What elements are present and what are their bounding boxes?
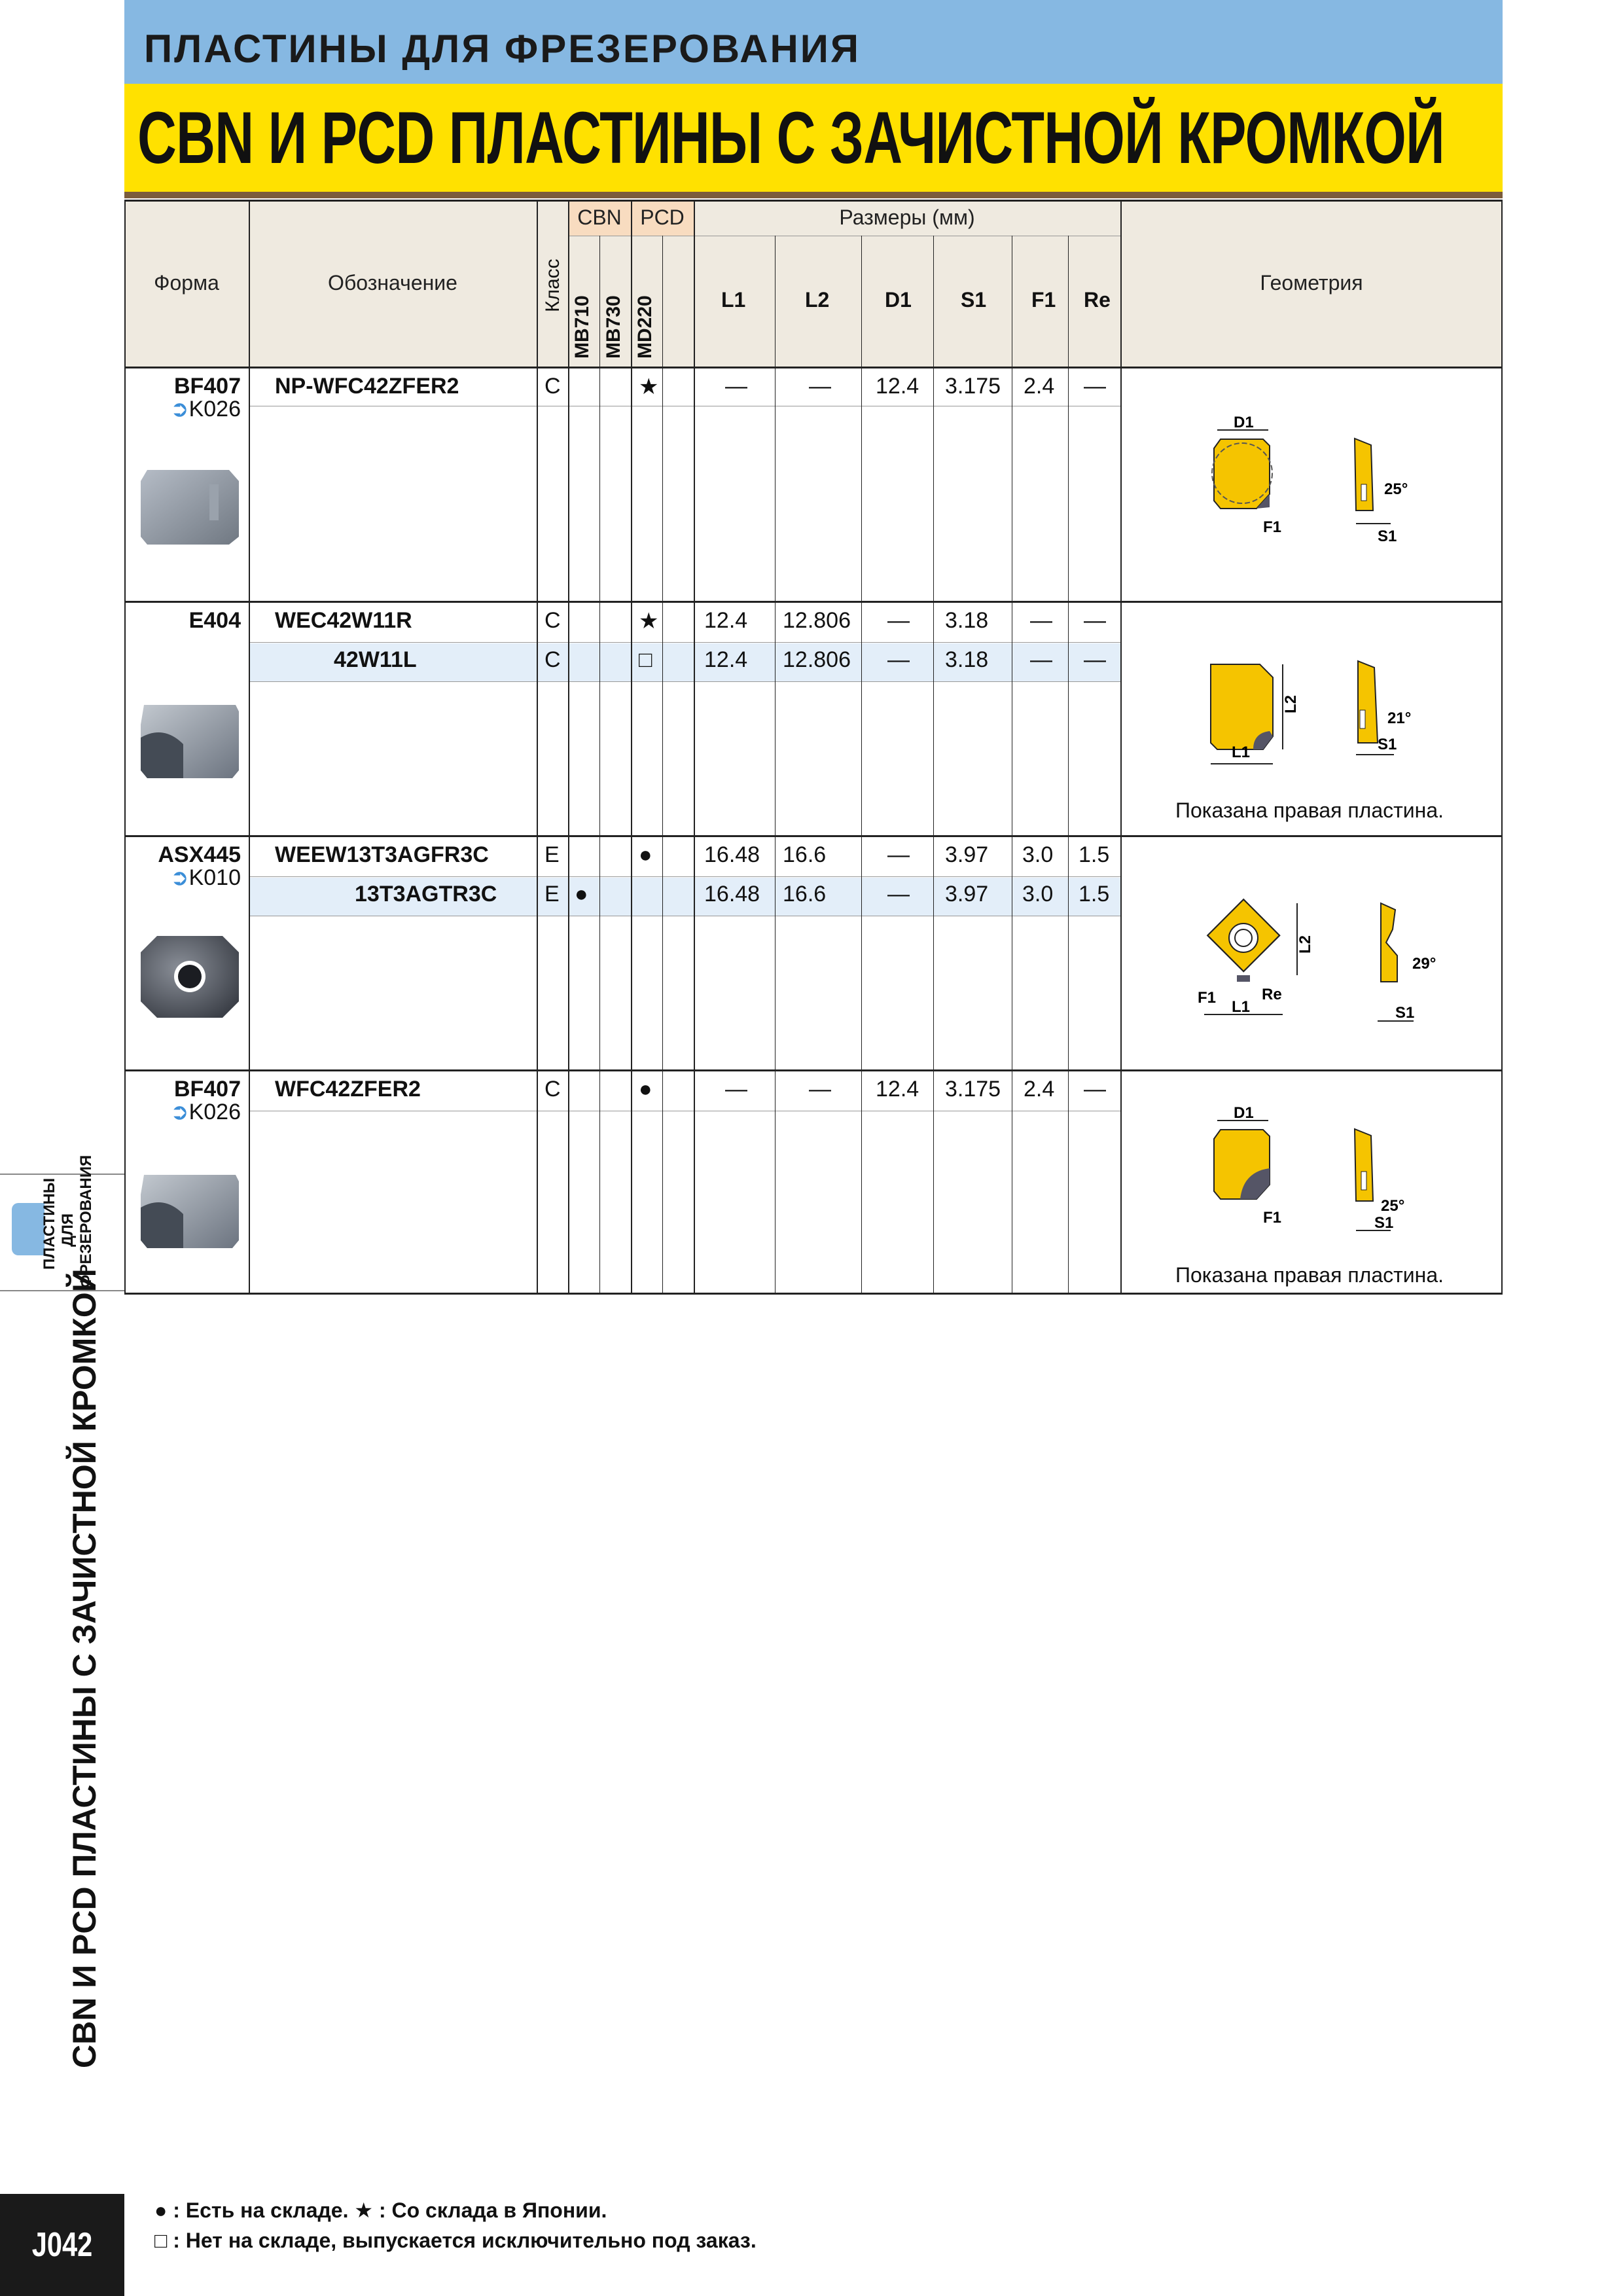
shape-ref[interactable]: ➲K026 — [170, 397, 241, 422]
d1-value: — — [887, 647, 910, 672]
svg-text:29°: 29° — [1412, 955, 1436, 973]
svg-text:L2: L2 — [1296, 935, 1314, 954]
mb710-label: MB710 — [571, 295, 593, 359]
md220-mark: □ — [639, 647, 652, 672]
f1-value: 2.4 — [1024, 374, 1055, 399]
md220-mark: ● — [639, 1077, 652, 1102]
shape-code: ASX445 — [158, 842, 241, 867]
side-tab-marker — [12, 1203, 45, 1255]
legend-line-2: □ : Нет на складе, выпускается исключительно под заказ. — [154, 2229, 757, 2252]
klass: C — [544, 647, 561, 672]
insert-photo-bf407 — [137, 1168, 245, 1253]
shape-code: E404 — [188, 608, 241, 633]
klass-label: Класс — [542, 259, 563, 312]
l1-value: — — [725, 374, 747, 399]
shape-code: BF407 — [173, 1077, 241, 1102]
title-band — [124, 84, 1503, 192]
insert-table — [124, 200, 1503, 1295]
klass: C — [544, 374, 561, 399]
d1-value: 12.4 — [876, 374, 919, 399]
l1-value: 16.48 — [704, 882, 760, 906]
klass: C — [544, 1077, 561, 1102]
md220-mark: ● — [639, 842, 652, 867]
l2-value: 12.806 — [783, 647, 851, 672]
page-number: J042 — [31, 2226, 93, 2264]
insert-photo-e404 — [137, 698, 245, 783]
klass: E — [544, 882, 560, 906]
l1-value: 16.48 — [704, 842, 760, 867]
mb710-mark: ● — [575, 882, 588, 906]
shape-ref[interactable]: ➲K026 — [170, 1100, 241, 1124]
designation: WEC42W11R — [275, 608, 412, 633]
re-label: Re — [1084, 288, 1111, 312]
section-title: ПЛАСТИНЫ ДЛЯ ФРЕЗЕРОВАНИЯ — [144, 27, 861, 71]
re-value: — — [1084, 608, 1106, 633]
md220-mark: ★ — [639, 609, 659, 634]
side-tab-label-3: ФРЕЗЕРОВАНИЯ — [77, 1155, 95, 1288]
geometry-diagram-bf407 — [1185, 416, 1433, 566]
svg-text:25°: 25° — [1384, 480, 1408, 498]
col-header-razmery: Размеры (мм) — [694, 200, 1120, 236]
svg-text:D1: D1 — [1234, 416, 1254, 431]
col-header-geometry: Геометрия — [1120, 200, 1503, 367]
s1-value: 3.175 — [945, 1077, 1001, 1102]
re-value: — — [1084, 374, 1106, 399]
legend-line-1: ● : Есть на складе. ★ : Со склада в Японии. — [154, 2198, 607, 2222]
col-header-forma: Форма — [124, 200, 249, 367]
svg-text:21°: 21° — [1387, 709, 1412, 727]
geometry-diagram-bf407-2 — [1185, 1106, 1433, 1250]
side-vertical-title: CBN И PCD ПЛАСТИНЫ С ЗАЧИСТНОЙ КРОМКОЙ — [66, 1268, 103, 2068]
svg-text:F1: F1 — [1198, 989, 1217, 1007]
side-tab-label-2: ДЛЯ — [59, 1213, 77, 1247]
svg-text:Re: Re — [1262, 986, 1282, 1003]
svg-text:25°: 25° — [1381, 1197, 1405, 1215]
designation: WFC42ZFER2 — [275, 1077, 421, 1102]
l1-value: — — [725, 1077, 747, 1102]
f1-value: — — [1030, 647, 1052, 672]
svg-text:L2: L2 — [1282, 694, 1300, 713]
designation: WEEW13T3AGFR3C — [275, 842, 489, 867]
klass: E — [544, 842, 560, 867]
mb730-label: MB730 — [603, 295, 624, 359]
geometry-diagram-asx445 — [1185, 884, 1446, 1054]
s1-value: 3.18 — [945, 647, 989, 672]
shape-ref[interactable]: ➲K010 — [170, 865, 241, 890]
l1-label: L1 — [721, 288, 746, 312]
geometry-diagram-e404 — [1185, 645, 1446, 815]
side-tab-label-1: ПЛАСТИНЫ — [41, 1177, 58, 1270]
l2-value: 16.6 — [783, 882, 827, 906]
shape-code: BF407 — [173, 374, 241, 399]
svg-text:F1: F1 — [1263, 1209, 1282, 1227]
l2-value: — — [809, 1077, 831, 1102]
f1-value: — — [1030, 608, 1052, 633]
insert-photo-bf407 — [137, 465, 245, 550]
insert-photo-asx445 — [137, 933, 245, 1024]
f1-value: 3.0 — [1022, 842, 1054, 867]
s1-value: 3.18 — [945, 608, 989, 633]
svg-text:S1: S1 — [1378, 736, 1397, 753]
s1-value: 3.175 — [945, 374, 1001, 399]
designation: NP-WFC42ZFER2 — [275, 374, 459, 399]
f1-value: 2.4 — [1024, 1077, 1055, 1102]
page-title: CBN И PCD ПЛАСТИНЫ С ЗАЧИСТНОЙ КРОМКОЙ — [137, 97, 1444, 179]
l2-value: 12.806 — [783, 608, 851, 633]
l1-value: 12.4 — [704, 647, 748, 672]
l2-value: — — [809, 374, 831, 399]
geometry-note: Показана правая пластина. — [1175, 1263, 1444, 1287]
s1-value: 3.97 — [945, 842, 989, 867]
svg-text:S1: S1 — [1378, 528, 1397, 545]
svg-text:L1: L1 — [1232, 998, 1251, 1016]
re-value: 1.5 — [1079, 882, 1110, 906]
svg-text:L1: L1 — [1232, 744, 1251, 761]
d1-value: — — [887, 882, 910, 906]
designation: 42W11L — [334, 647, 417, 672]
col-header-designation: Обозначение — [249, 200, 537, 367]
md220-mark: ★ — [639, 374, 659, 399]
svg-text:S1: S1 — [1395, 1004, 1415, 1022]
geometry-note: Показана правая пластина. — [1175, 798, 1444, 822]
f1-label: F1 — [1031, 288, 1056, 312]
svg-text:D1: D1 — [1234, 1106, 1254, 1122]
re-value: — — [1084, 647, 1106, 672]
re-value: 1.5 — [1079, 842, 1110, 867]
l2-value: 16.6 — [783, 842, 827, 867]
col-header-pcd: PCD — [631, 200, 694, 236]
d1-value: — — [887, 608, 910, 633]
d1-value: 12.4 — [876, 1077, 919, 1102]
s1-label: S1 — [961, 288, 987, 312]
s1-value: 3.97 — [945, 882, 989, 906]
l1-value: 12.4 — [704, 608, 748, 633]
header-divider — [124, 192, 1503, 198]
md220-label: MD220 — [634, 295, 656, 359]
col-header-cbn: CBN — [568, 200, 631, 236]
klass: C — [544, 608, 561, 633]
d1-value: — — [887, 842, 910, 867]
re-value: — — [1084, 1077, 1106, 1102]
l2-label: L2 — [805, 288, 830, 312]
svg-text:F1: F1 — [1263, 518, 1282, 536]
svg-text:S1: S1 — [1374, 1214, 1394, 1232]
designation: 13T3AGTR3C — [355, 882, 497, 906]
d1-label: D1 — [885, 288, 912, 312]
f1-value: 3.0 — [1022, 882, 1054, 906]
